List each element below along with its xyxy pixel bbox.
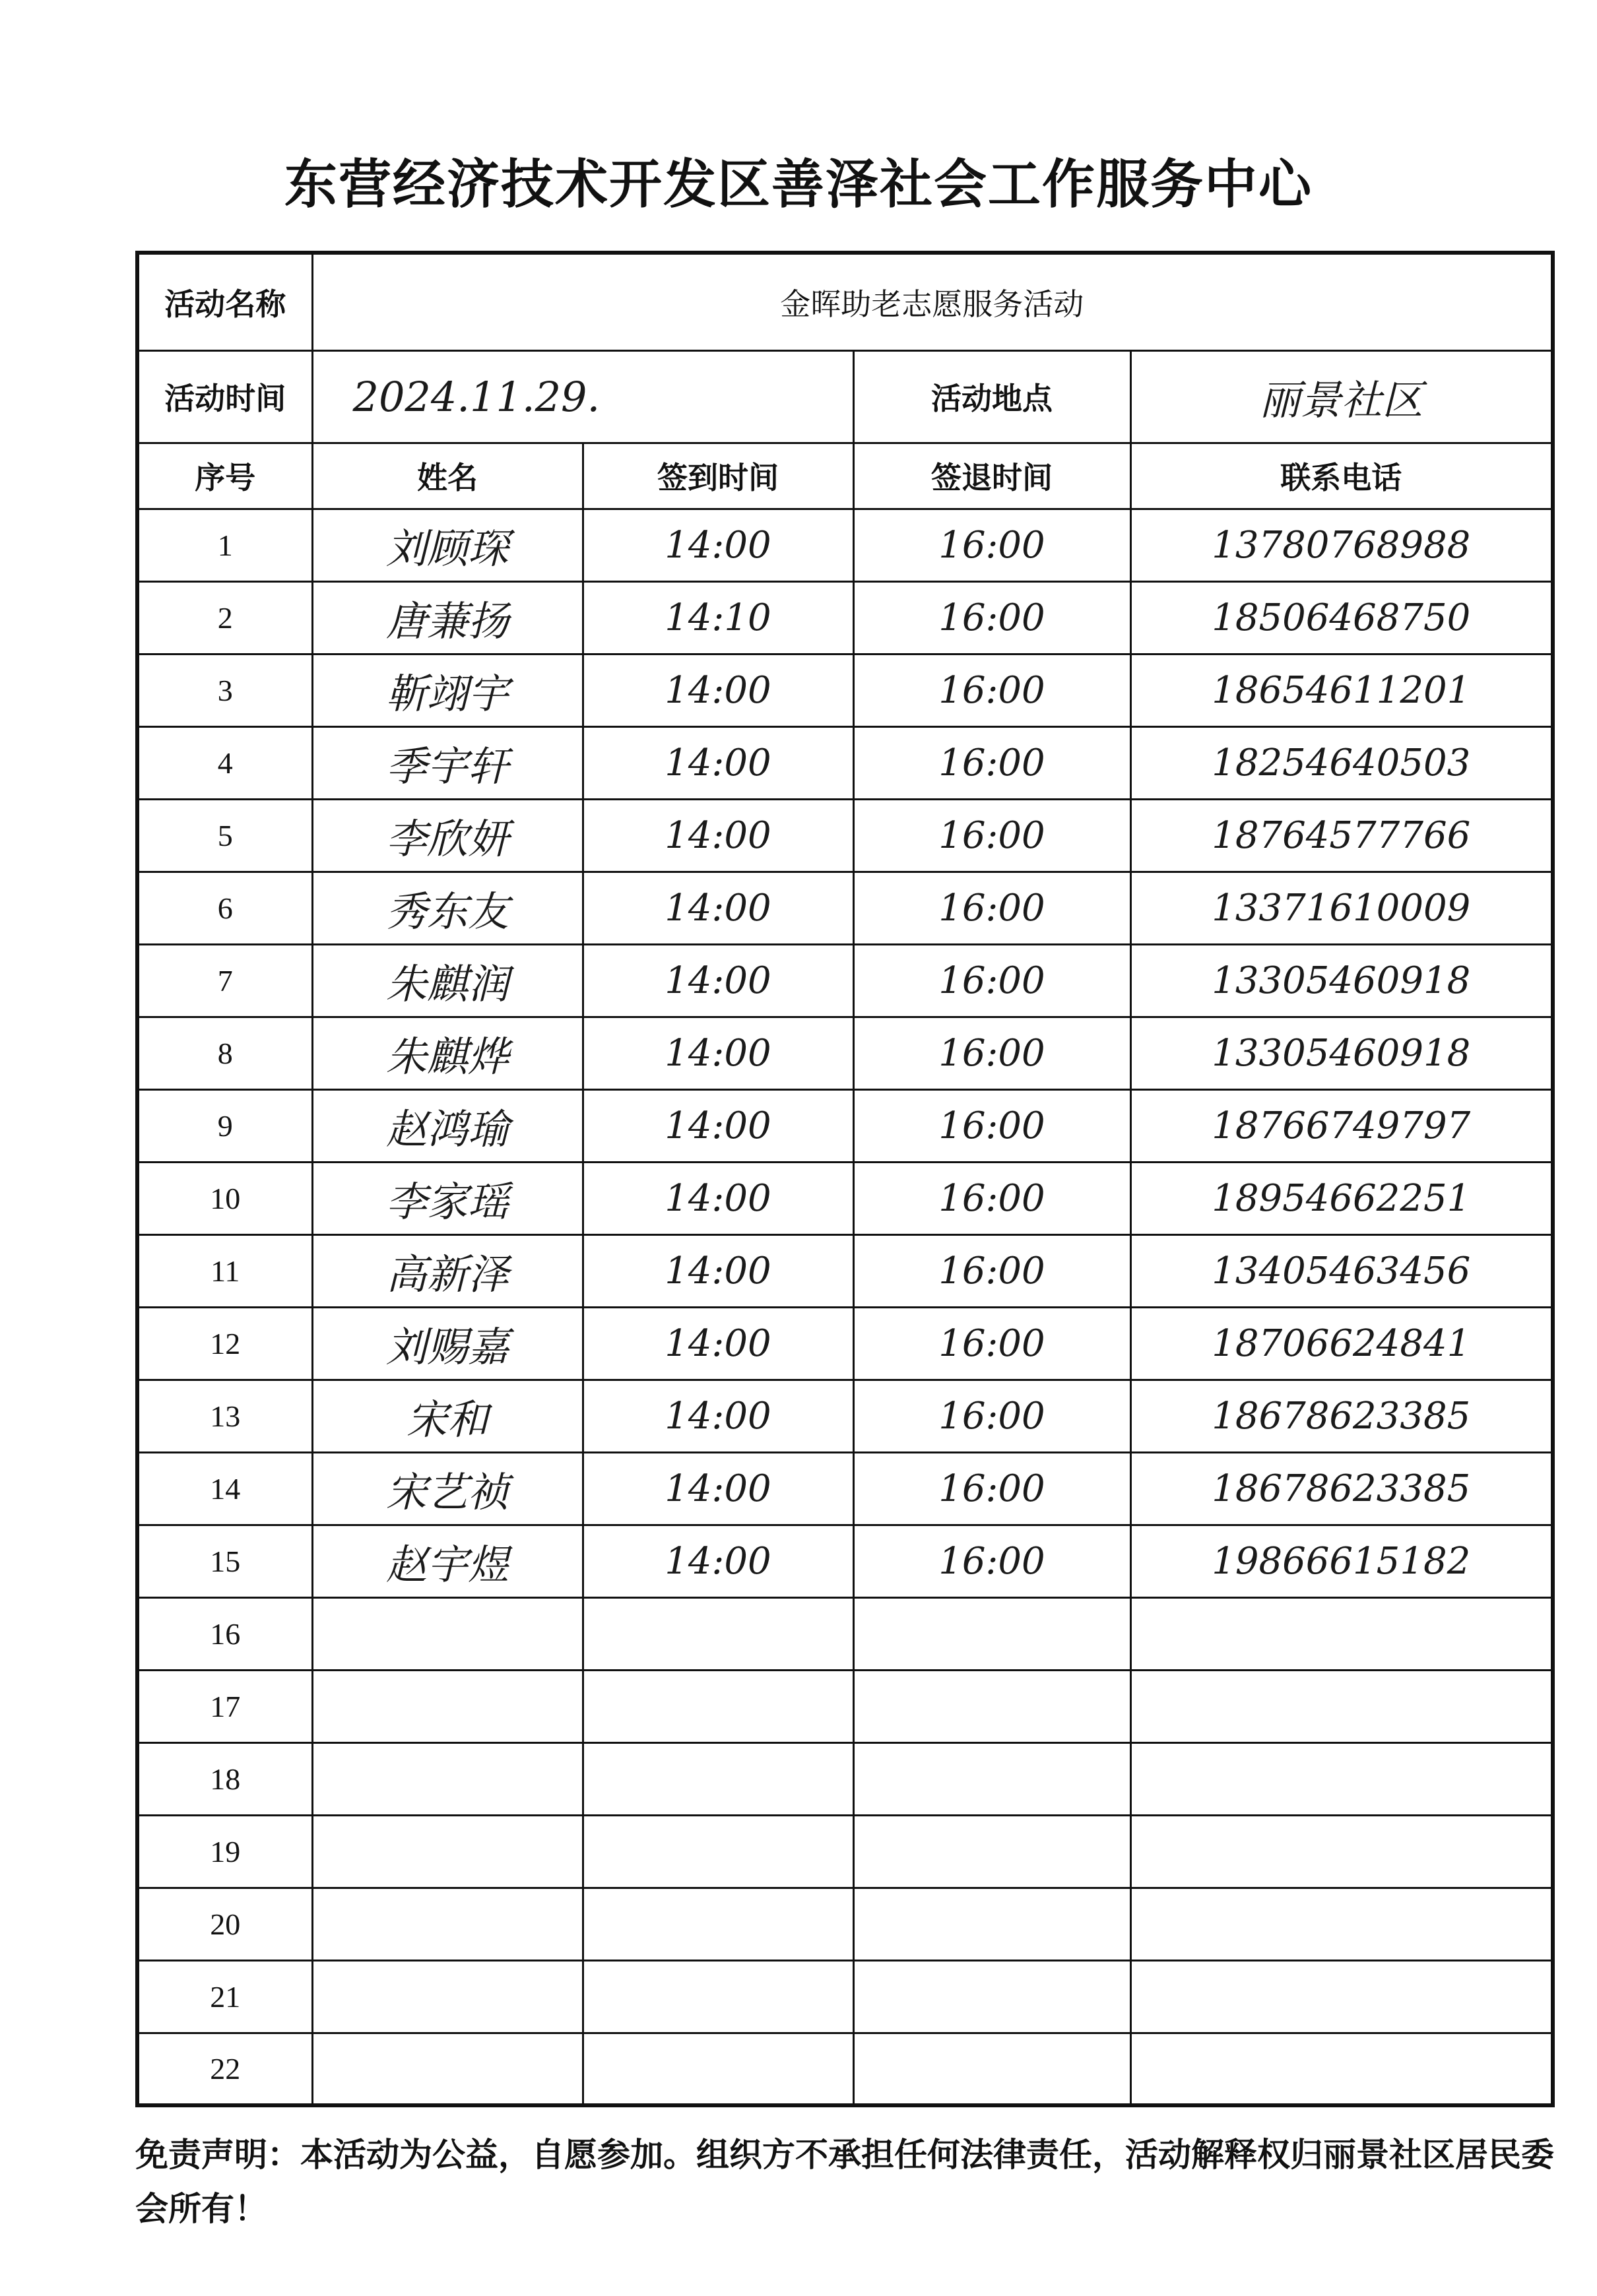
column-header-row xyxy=(137,443,1553,509)
sign-out-time: 16:00 xyxy=(853,799,1130,872)
sign-out-time: 16:00 xyxy=(853,1162,1130,1234)
phone-number: 19866615182 xyxy=(1130,1525,1553,1597)
table-row xyxy=(137,1815,1553,1888)
activity-name-row xyxy=(137,253,1553,350)
row-index: 1 xyxy=(137,509,312,581)
header-sign-in: 签到时间 xyxy=(583,443,853,509)
activity-time-value: 2024.11.29. xyxy=(312,350,853,443)
signer-name xyxy=(312,1888,583,1960)
sign-in-time: 14:00 xyxy=(583,654,853,726)
table-row xyxy=(137,1307,1553,1380)
sign-out-time xyxy=(853,1742,1130,1815)
sign-out-time: 16:00 xyxy=(853,872,1130,944)
sign-in-time: 14:00 xyxy=(583,1380,853,1452)
header-sign-out: 签退时间 xyxy=(853,443,1130,509)
table-row xyxy=(137,654,1553,726)
signer-name: 朱麒烨 xyxy=(312,1017,583,1089)
signer-name: 秀东友 xyxy=(312,872,583,944)
sign-in-time: 14:00 xyxy=(583,1017,853,1089)
signer-name: 赵鸿瑜 xyxy=(312,1089,583,1162)
phone-number: 18954662251 xyxy=(1130,1162,1553,1234)
sign-in-sheet xyxy=(135,251,1555,2107)
row-index: 19 xyxy=(137,1815,312,1888)
sign-in-time: 14:00 xyxy=(583,799,853,872)
row-index: 10 xyxy=(137,1162,312,1234)
header-index: 序号 xyxy=(137,443,312,509)
signer-name: 宋和 xyxy=(312,1380,583,1452)
signer-name: 李家瑶 xyxy=(312,1162,583,1234)
sign-out-time: 16:00 xyxy=(853,509,1130,581)
row-index: 7 xyxy=(137,944,312,1017)
phone-number: 18764577766 xyxy=(1130,799,1553,872)
signer-name: 高新泽 xyxy=(312,1234,583,1307)
sign-out-time xyxy=(853,1670,1130,1742)
sign-in-time xyxy=(583,1597,853,1670)
phone-number: 18766749797 xyxy=(1130,1089,1553,1162)
signer-name xyxy=(312,2033,583,2105)
sign-out-time xyxy=(853,1597,1130,1670)
phone-number: 13405463456 xyxy=(1130,1234,1553,1307)
table-row xyxy=(137,799,1553,872)
row-index: 12 xyxy=(137,1307,312,1380)
row-index: 8 xyxy=(137,1017,312,1089)
sign-in-time: 14:00 xyxy=(583,1307,853,1380)
table-row xyxy=(137,872,1553,944)
sign-in-time: 14:00 xyxy=(583,1234,853,1307)
activity-place-value: 丽景社区 xyxy=(1130,350,1553,443)
row-index: 9 xyxy=(137,1089,312,1162)
sign-in-time: 14:00 xyxy=(583,1452,853,1525)
activity-time-label: 活动时间 xyxy=(137,350,312,443)
sign-out-time: 16:00 xyxy=(853,1380,1130,1452)
signer-name xyxy=(312,1670,583,1742)
phone-number: 13305460918 xyxy=(1130,944,1553,1017)
table-row xyxy=(137,1380,1553,1452)
signer-name: 刘顾琛 xyxy=(312,509,583,581)
row-index: 13 xyxy=(137,1380,312,1452)
row-index: 3 xyxy=(137,654,312,726)
row-index: 20 xyxy=(137,1888,312,1960)
sign-out-time: 16:00 xyxy=(853,1452,1130,1525)
activity-time-row xyxy=(137,350,1553,443)
row-index: 16 xyxy=(137,1597,312,1670)
table-row xyxy=(137,1452,1553,1525)
table-row xyxy=(137,1525,1553,1597)
row-index: 6 xyxy=(137,872,312,944)
row-index: 14 xyxy=(137,1452,312,1525)
sign-in-time: 14:10 xyxy=(583,581,853,654)
sign-out-time: 16:00 xyxy=(853,581,1130,654)
phone-number: 18654611201 xyxy=(1130,654,1553,726)
sign-out-time xyxy=(853,1815,1130,1888)
sign-in-time xyxy=(583,1670,853,1742)
sign-in-time: 14:00 xyxy=(583,872,853,944)
sign-in-time xyxy=(583,1888,853,1960)
sign-in-time: 14:00 xyxy=(583,509,853,581)
phone-number xyxy=(1130,1888,1553,1960)
phone-number xyxy=(1130,2033,1553,2105)
table-row xyxy=(137,1162,1553,1234)
sign-in-time: 14:00 xyxy=(583,944,853,1017)
sign-out-time: 16:00 xyxy=(853,726,1130,799)
phone-number xyxy=(1130,1597,1553,1670)
sign-in-time: 14:00 xyxy=(583,1089,853,1162)
sign-out-time xyxy=(853,1888,1130,1960)
phone-number: 18254640503 xyxy=(1130,726,1553,799)
sign-in-time xyxy=(583,1960,853,2033)
table-row xyxy=(137,581,1553,654)
header-name: 姓名 xyxy=(312,443,583,509)
signer-name: 李欣妍 xyxy=(312,799,583,872)
signer-name: 刘赐嘉 xyxy=(312,1307,583,1380)
table-row xyxy=(137,2033,1553,2105)
phone-number xyxy=(1130,1670,1553,1742)
table-row xyxy=(137,726,1553,799)
sign-out-time: 16:00 xyxy=(853,1017,1130,1089)
signer-name: 朱麒润 xyxy=(312,944,583,1017)
row-index: 17 xyxy=(137,1670,312,1742)
document-title: 东营经济技术开发区善泽社会工作服务中心 xyxy=(284,154,1313,215)
sign-in-time: 14:00 xyxy=(583,1162,853,1234)
phone-number: 13780768988 xyxy=(1130,509,1553,581)
phone-number: 18678623385 xyxy=(1130,1452,1553,1525)
sign-in-time xyxy=(583,1815,853,1888)
table-row xyxy=(137,1234,1553,1307)
sign-out-time: 16:00 xyxy=(853,944,1130,1017)
row-index: 22 xyxy=(137,2033,312,2105)
table-row xyxy=(137,944,1553,1017)
row-index: 21 xyxy=(137,1960,312,2033)
phone-number xyxy=(1130,1815,1553,1888)
phone-number xyxy=(1130,1742,1553,1815)
phone-number: 18506468750 xyxy=(1130,581,1553,654)
sign-in-time: 14:00 xyxy=(583,726,853,799)
sign-in-time xyxy=(583,1742,853,1815)
sign-out-time: 16:00 xyxy=(853,1307,1130,1380)
sign-in-time: 14:00 xyxy=(583,1525,853,1597)
disclaimer: 免责声明：本活动为公益，自愿参加。组织方不承担任何法律责任，活动解释权归丽景社区居民委会所有！ xyxy=(135,2136,1554,2228)
sign-out-time: 16:00 xyxy=(853,1089,1130,1162)
sign-in-time xyxy=(583,2033,853,2105)
phone-number: 13371610009 xyxy=(1130,872,1553,944)
signer-name: 唐蒹扬 xyxy=(312,581,583,654)
header-phone: 联系电话 xyxy=(1130,443,1553,509)
phone-number xyxy=(1130,1960,1553,2033)
signer-name xyxy=(312,1597,583,1670)
signer-name: 赵宇煜 xyxy=(312,1525,583,1597)
table-row xyxy=(137,1742,1553,1815)
signer-name xyxy=(312,1742,583,1815)
activity-place-label: 活动地点 xyxy=(853,350,1130,443)
table-row xyxy=(137,1597,1553,1670)
phone-number: 13305460918 xyxy=(1130,1017,1553,1089)
activity-name-label: 活动名称 xyxy=(137,253,312,350)
row-index: 4 xyxy=(137,726,312,799)
sign-out-time xyxy=(853,2033,1130,2105)
signer-name xyxy=(312,1815,583,1888)
table-row xyxy=(137,1888,1553,1960)
sign-out-time: 16:00 xyxy=(853,1525,1130,1597)
signer-name: 靳翊宇 xyxy=(312,654,583,726)
signer-name: 季宇轩 xyxy=(312,726,583,799)
row-index: 15 xyxy=(137,1525,312,1597)
signer-name xyxy=(312,1960,583,2033)
table-row xyxy=(137,1089,1553,1162)
sign-out-time xyxy=(853,1960,1130,2033)
signer-name: 宋艺祯 xyxy=(312,1452,583,1525)
phone-number: 18706624841 xyxy=(1130,1307,1553,1380)
row-index: 11 xyxy=(137,1234,312,1307)
row-index: 5 xyxy=(137,799,312,872)
sign-out-time: 16:00 xyxy=(853,1234,1130,1307)
table-row xyxy=(137,1960,1553,2033)
sign-out-time: 16:00 xyxy=(853,654,1130,726)
row-index: 2 xyxy=(137,581,312,654)
row-index: 18 xyxy=(137,1742,312,1815)
table-row xyxy=(137,1017,1553,1089)
table-row xyxy=(137,509,1553,581)
phone-number: 18678623385 xyxy=(1130,1380,1553,1452)
table-row xyxy=(137,1670,1553,1742)
activity-name-value: 金晖助老志愿服务活动 xyxy=(312,253,1553,350)
